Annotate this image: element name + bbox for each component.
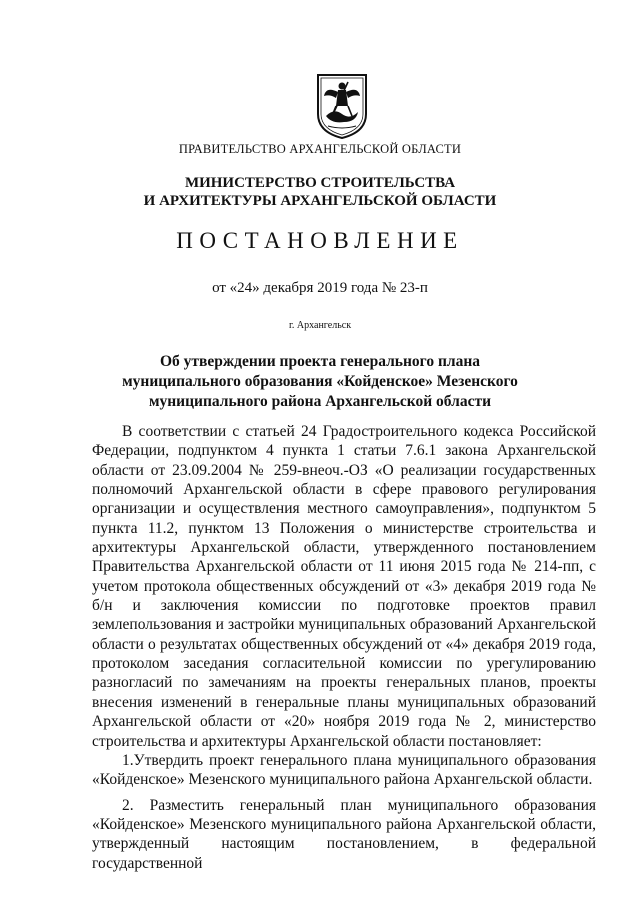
arkhangelsk-coat-of-arms-icon bbox=[314, 72, 370, 140]
subject-line3: муниципального района Архангельской области bbox=[148, 393, 492, 410]
preamble-paragraph: В соответствии с статьей 24 Градостроительного кодекса Российской Федерации, подпунктом 4 пункта 1 статьи 7.6.1 закона Архангельской области от 23.09.2004 № 259-внеоч.-ОЗ «О реализации государственных полномочий Архангельской области в сфере правового регулирования организации и осуществления местного самоуправления», подпунктом 5 пункта 11.2, пунктом 13 Положения о министерстве строительства и архитектуры Архангельской области, утвержденного постановлением Правительства Архангельской области от 11 июня 2015 года № 214-пп, с учетом протокола общественных обсуждений от «3» декабря 2019 года № б/н и заключения комиссии по подготовке проектов правил землепользования и застройки муниципальных образований Архангельской области о результатах общественных обсуждений от «4» декабря 2019 года, протоколом заседания согласительной комиссии по урегулированию разногласий по замечаниям на проекты генеральных планов, проекты внесения изменений в генеральные планы муниципальных образований Архангельской области от «20» ноября 2019 года № 2, министерство строительства и архитектуры Архангельской области постановляет: bbox=[92, 423, 596, 750]
ministry-name-line1: МИНИСТЕРСТВО СТРОИТЕЛЬСТВА bbox=[184, 175, 456, 191]
ministry-name-line2: И АРХИТЕКТУРЫ АРХАНГЕЛЬСКОЙ ОБЛАСТИ bbox=[143, 193, 497, 209]
city: г. Архангельск bbox=[288, 320, 352, 331]
document-subject bbox=[0, 352, 640, 412]
date-and-number: от «24» декабря 2019 года № 23-п bbox=[212, 280, 428, 296]
subject-line2: муниципального образования «Койденское» Мезенского bbox=[122, 373, 518, 390]
item-1-paragraph: 1.Утвердить проект генерального плана муниципального образования «Койденское» Мезенского муниципального района Архангельской области. bbox=[92, 751, 596, 789]
document-type: ПОСТАНОВЛЕНИЕ bbox=[176, 228, 464, 253]
item-2-paragraph: 2. Разместить генеральный план муниципального образования «Койденское» Мезенского муниципального района Архангельской области, утвержденный настоящим постановлением, в федеральной государственной bbox=[92, 796, 596, 872]
document-body bbox=[92, 422, 596, 873]
ministry-name bbox=[0, 174, 640, 210]
government-name: ПРАВИТЕЛЬСТВО АРХАНГЕЛЬСКОЙ ОБЛАСТИ bbox=[178, 142, 462, 156]
subject-line1: Об утверждении проекта генерального плана bbox=[159, 353, 481, 370]
